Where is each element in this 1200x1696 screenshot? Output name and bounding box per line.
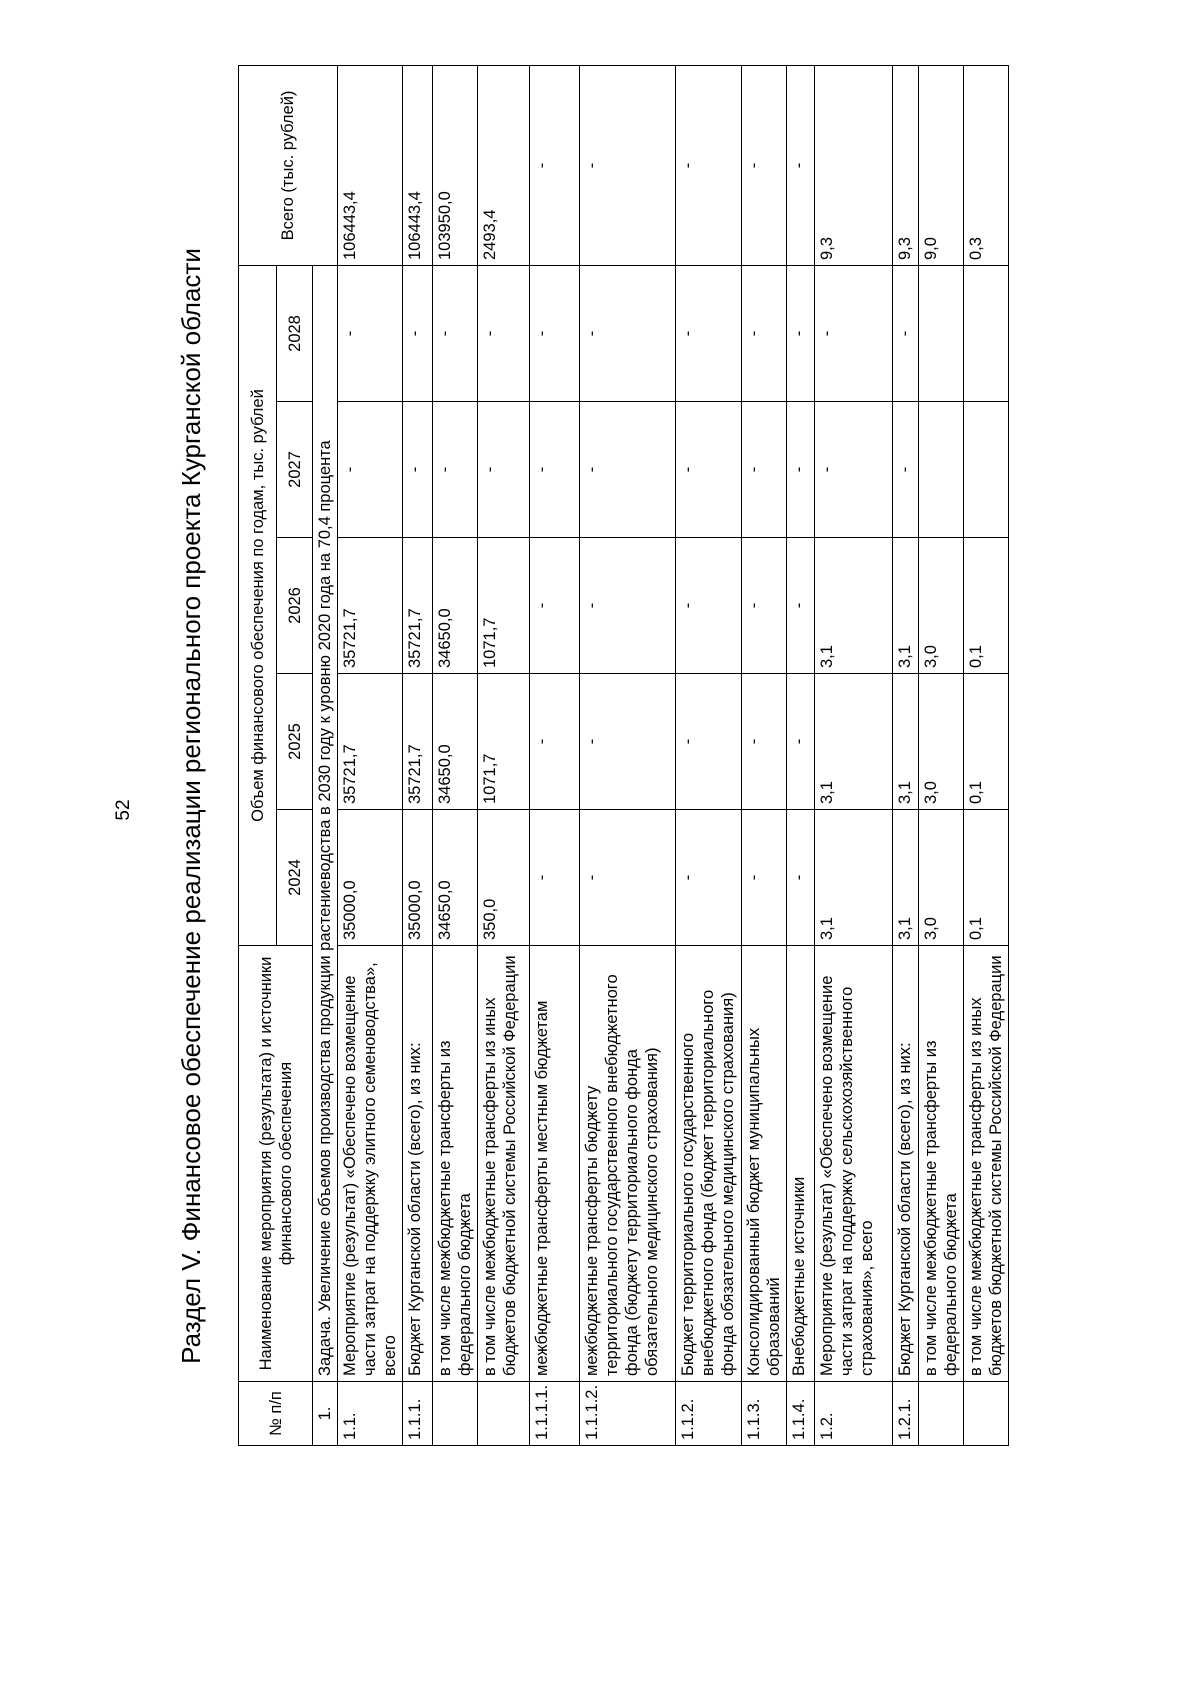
row-num: 1.1.2. bbox=[676, 1382, 742, 1446]
value-total: 9,3 bbox=[815, 66, 893, 266]
header-year: 2028 bbox=[277, 266, 313, 402]
value-2027: - bbox=[338, 402, 403, 538]
row-name: в том числе межбюджетные трансферты из федерального бюджета bbox=[433, 946, 478, 1382]
value-total: 106443,4 bbox=[338, 66, 403, 266]
value-2024: 3,1 bbox=[815, 810, 893, 946]
value-total: 2493,4 bbox=[478, 66, 530, 266]
value-2024: 3,0 bbox=[919, 810, 964, 946]
value-2024: 350,0 bbox=[478, 810, 530, 946]
row-num: 1.2. bbox=[815, 1382, 893, 1446]
header-year: 2026 bbox=[277, 538, 313, 674]
value-2028 bbox=[964, 266, 1009, 402]
table-row bbox=[478, 66, 530, 1446]
financing-table bbox=[238, 65, 1009, 1446]
value-2025: 35721,7 bbox=[338, 674, 403, 810]
value-2024: - bbox=[530, 810, 580, 946]
value-2028: - bbox=[478, 266, 530, 402]
value-2028: - bbox=[893, 266, 919, 402]
row-num: 1.1.1. bbox=[403, 1382, 433, 1446]
value-2025: - bbox=[742, 674, 787, 810]
table-row bbox=[787, 66, 815, 1446]
row-name: Мероприятие (результат) «Обеспечено возмещение части затрат на поддержку элитного семеноводства», всего bbox=[338, 946, 403, 1382]
row-name: межбюджетные трансферты бюджету территориального государственного внебюджетного фонда (бюджету территориального фонда обязательного медицинского страхования) bbox=[580, 946, 676, 1382]
value-2026: 0,1 bbox=[964, 538, 1009, 674]
value-total: 103950,0 bbox=[433, 66, 478, 266]
value-2025: - bbox=[787, 674, 815, 810]
value-2025: 0,1 bbox=[964, 674, 1009, 810]
table-row bbox=[338, 66, 403, 1446]
header-num: № п/п bbox=[239, 1382, 313, 1446]
value-2024: - bbox=[676, 810, 742, 946]
table-row bbox=[676, 66, 742, 1446]
value-2026: 34650,0 bbox=[433, 538, 478, 674]
table-row bbox=[964, 66, 1009, 1446]
table-row bbox=[433, 66, 478, 1446]
value-total: - bbox=[580, 66, 676, 266]
value-2027: - bbox=[893, 402, 919, 538]
value-2027 bbox=[919, 402, 964, 538]
value-2025: 3,0 bbox=[919, 674, 964, 810]
value-total: - bbox=[530, 66, 580, 266]
value-total: 0,3 bbox=[964, 66, 1009, 266]
section-title: Раздел V. Финансовое обеспечение реализации регионального проекта Курганской области bbox=[176, 248, 206, 1364]
row-name: Внебюджетные источники bbox=[787, 946, 815, 1382]
header-total: Всего (тыс. рублей) bbox=[239, 66, 338, 266]
value-2028: - bbox=[433, 266, 478, 402]
value-2026: 1071,7 bbox=[478, 538, 530, 674]
value-total: - bbox=[787, 66, 815, 266]
value-total: - bbox=[742, 66, 787, 266]
row-name: в том числе межбюджетные трансферты из иных бюджетов бюджетной системы Российской Федерации bbox=[964, 946, 1009, 1382]
value-2026: 3,0 bbox=[919, 538, 964, 674]
value-2028: - bbox=[580, 266, 676, 402]
value-2028: - bbox=[742, 266, 787, 402]
value-2028: - bbox=[815, 266, 893, 402]
table-row bbox=[893, 66, 919, 1446]
row-num bbox=[433, 1382, 478, 1446]
value-total: 9,3 bbox=[893, 66, 919, 266]
row-name: Бюджет Курганской области (всего), из них: bbox=[893, 946, 919, 1382]
row-num bbox=[919, 1382, 964, 1446]
value-2026: 35721,7 bbox=[403, 538, 433, 674]
row-name: межбюджетные трансферты местным бюджетам bbox=[530, 946, 580, 1382]
value-2026: - bbox=[530, 538, 580, 674]
value-2026: 3,1 bbox=[815, 538, 893, 674]
table-row bbox=[919, 66, 964, 1446]
value-2027: - bbox=[676, 402, 742, 538]
value-2024: - bbox=[742, 810, 787, 946]
table-row bbox=[815, 66, 893, 1446]
row-num: 1.1.1.2. bbox=[580, 1382, 676, 1446]
header-year: 2025 bbox=[277, 674, 313, 810]
value-2025: 3,1 bbox=[893, 674, 919, 810]
value-2027: - bbox=[815, 402, 893, 538]
value-2027 bbox=[964, 402, 1009, 538]
value-2026: - bbox=[580, 538, 676, 674]
row-name: Мероприятие (результат) «Обеспечено возмещение части затрат на поддержку сельскохозяйственного страхования», всего bbox=[815, 946, 893, 1382]
value-total: 9,0 bbox=[919, 66, 964, 266]
value-2025: 35721,7 bbox=[403, 674, 433, 810]
value-2027: - bbox=[433, 402, 478, 538]
row-name: Бюджет территориального государственного внебюджетного фонда (бюджет территориального фонда обязательного медицинского страхования) bbox=[676, 946, 742, 1382]
value-2028: - bbox=[530, 266, 580, 402]
header-volume-group: Объем финансового обеспечения по годам, тыс. рублей bbox=[239, 266, 277, 946]
header-year: 2024 bbox=[277, 810, 313, 946]
table-row bbox=[742, 66, 787, 1446]
row-name: в том числе межбюджетные трансферты из иных бюджетов бюджетной системы Российской Федерации bbox=[478, 946, 530, 1382]
value-2025: 34650,0 bbox=[433, 674, 478, 810]
value-2025: - bbox=[530, 674, 580, 810]
value-2024: 34650,0 bbox=[433, 810, 478, 946]
row-name: Бюджет Курганской области (всего), из них: bbox=[403, 946, 433, 1382]
value-2027: - bbox=[580, 402, 676, 538]
row-num: 1.1. bbox=[338, 1382, 403, 1446]
row-name: Консолидированный бюджет муниципальных образований bbox=[742, 946, 787, 1382]
value-total: 106443,4 bbox=[403, 66, 433, 266]
task-text: Задача. Увеличение объемов производства продукции растениеводства в 2030 году к уровню 2020 года на 70,4 процента bbox=[313, 266, 338, 1382]
row-num: 1.2.1. bbox=[893, 1382, 919, 1446]
table-row bbox=[403, 66, 433, 1446]
table-row bbox=[530, 66, 580, 1446]
value-2027: - bbox=[530, 402, 580, 538]
value-2026: - bbox=[787, 538, 815, 674]
value-2028 bbox=[919, 266, 964, 402]
table-row bbox=[580, 66, 676, 1446]
header-name: Наименование мероприятия (результата) и источники финансового обеспечения bbox=[239, 946, 313, 1382]
value-2026: 35721,7 bbox=[338, 538, 403, 674]
value-2024: 0,1 bbox=[964, 810, 1009, 946]
value-2026: - bbox=[676, 538, 742, 674]
value-2027: - bbox=[742, 402, 787, 538]
row-num bbox=[964, 1382, 1009, 1446]
value-2024: 35000,0 bbox=[338, 810, 403, 946]
value-2027: - bbox=[403, 402, 433, 538]
value-2024: - bbox=[787, 810, 815, 946]
value-2027: - bbox=[478, 402, 530, 538]
value-total: - bbox=[676, 66, 742, 266]
row-num: 1.1.3. bbox=[742, 1382, 787, 1446]
row-num: 1.1.4. bbox=[787, 1382, 815, 1446]
value-2024: 35000,0 bbox=[403, 810, 433, 946]
page-number: 52 bbox=[113, 799, 134, 821]
row-num: 1.1.1.1. bbox=[530, 1382, 580, 1446]
value-2025: 3,1 bbox=[815, 674, 893, 810]
value-2026: - bbox=[742, 538, 787, 674]
value-2028: - bbox=[403, 266, 433, 402]
table-body bbox=[338, 66, 1009, 1446]
value-2028: - bbox=[676, 266, 742, 402]
task-num: 1. bbox=[313, 1382, 338, 1446]
value-2026: 3,1 bbox=[893, 538, 919, 674]
header-year: 2027 bbox=[277, 402, 313, 538]
value-2025: - bbox=[580, 674, 676, 810]
value-2028: - bbox=[338, 266, 403, 402]
value-2025: - bbox=[676, 674, 742, 810]
value-2024: 3,1 bbox=[893, 810, 919, 946]
value-2025: 1071,7 bbox=[478, 674, 530, 810]
value-2024: - bbox=[580, 810, 676, 946]
row-num bbox=[478, 1382, 530, 1446]
value-2028: - bbox=[787, 266, 815, 402]
value-2027: - bbox=[787, 402, 815, 538]
row-name: в том числе межбюджетные трансферты из федерального бюджета bbox=[919, 946, 964, 1382]
